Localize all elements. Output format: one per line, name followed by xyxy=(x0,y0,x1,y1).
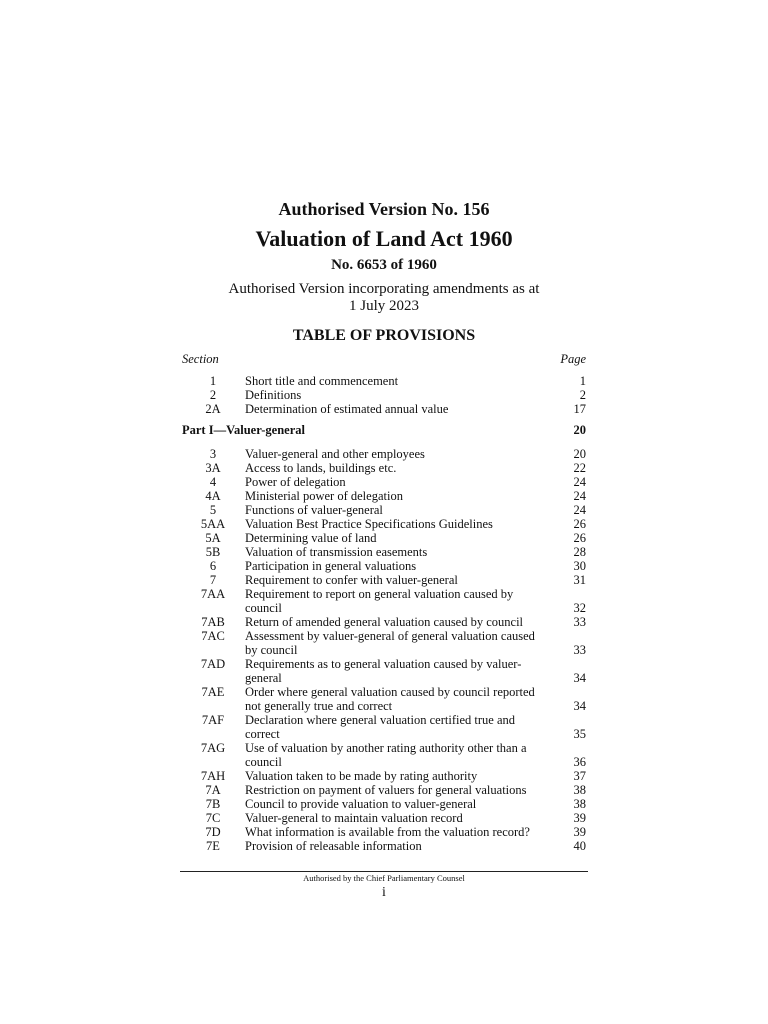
toc-page-number: 37 xyxy=(573,769,586,783)
toc-section-title: Valuation Best Practice Specifications Guidelines xyxy=(245,517,493,531)
toc-entry[interactable] xyxy=(182,797,586,811)
toc-page-number: 31 xyxy=(573,573,586,587)
act-title: Valuation of Land Act 1960 xyxy=(255,226,513,251)
footer-divider xyxy=(180,871,588,872)
subtitle-line-1: Authorised Version incorporating amendments as at xyxy=(228,281,540,297)
toc-entry[interactable] xyxy=(182,503,586,517)
toc-entry[interactable] xyxy=(182,657,586,685)
toc-entry[interactable] xyxy=(182,713,586,741)
toc-page-number: 34 xyxy=(573,699,586,713)
toc-entry[interactable] xyxy=(182,531,586,545)
toc-entry[interactable] xyxy=(182,741,586,769)
toc-section-number: 3A xyxy=(205,461,221,475)
toc-entry[interactable] xyxy=(182,685,586,713)
toc-section-title: Access to lands, buildings etc. xyxy=(245,461,397,475)
toc-entry[interactable] xyxy=(182,615,586,629)
toc-section-title: Functions of valuer-general xyxy=(245,503,383,517)
toc-section-title: Requirements as to general valuation caused by valuer-general xyxy=(245,657,522,685)
toc-section-title: Determination of estimated annual value xyxy=(245,402,449,416)
toc-section-number: 5 xyxy=(209,503,217,517)
toc-page-number: 20 xyxy=(573,447,586,461)
act-number: No. 6653 of 1960 xyxy=(331,257,437,273)
toc-section-number: 7 xyxy=(209,573,217,587)
toc-section-number: 7AE xyxy=(201,685,225,699)
toc-page-number: 32 xyxy=(573,601,586,615)
toc-section-title: Valuation of transmission easements xyxy=(245,545,428,559)
toc-page-number: 28 xyxy=(573,545,586,559)
toc-section-number: 2A xyxy=(205,402,221,416)
toc-section-title: Ministerial power of delegation xyxy=(245,489,403,503)
toc-page-number: 35 xyxy=(573,727,586,741)
toc-section-title: Short title and commencement xyxy=(245,374,399,388)
toc-page-number: 17 xyxy=(573,402,586,416)
toc-entry[interactable] xyxy=(182,475,586,489)
toc-entry[interactable] xyxy=(182,811,586,825)
toc-page-number: 26 xyxy=(573,517,586,531)
toc-page-number: 33 xyxy=(573,615,586,629)
part-page-number: 20 xyxy=(573,423,586,437)
toc-section-number: 7AD xyxy=(200,657,226,671)
toc-entry[interactable] xyxy=(182,447,586,461)
toc-section-title: Power of delegation xyxy=(245,475,346,489)
toc-section-number: 7A xyxy=(205,783,221,797)
toc-page-number: 30 xyxy=(573,559,586,573)
toc-section-title: Valuer-general to maintain valuation record xyxy=(245,811,463,825)
toc-page-number: 24 xyxy=(573,475,586,489)
toc-entry[interactable] xyxy=(182,839,586,853)
toc-section-title: Declaration where general valuation certified true and correct xyxy=(245,713,516,741)
version-heading: Authorised Version No. 156 xyxy=(278,199,490,219)
toc-entry[interactable] xyxy=(182,545,586,559)
toc-page-number: 2 xyxy=(579,388,586,402)
toc-section-number: 2 xyxy=(209,388,217,402)
toc-section-number: 5AA xyxy=(200,517,226,531)
toc-intro-list xyxy=(182,374,586,416)
toc-section-title: Requirement to report on general valuation caused by council xyxy=(245,587,514,615)
subtitle-line-2: 1 July 2023 xyxy=(348,298,419,314)
toc-section-title: Return of amended general valuation caused by council xyxy=(245,615,524,629)
toc-page-number: 34 xyxy=(573,671,586,685)
toc-entry[interactable] xyxy=(182,559,586,573)
toc-section-number: 5A xyxy=(205,531,221,545)
toc-section-title: Valuation taken to be made by rating authority xyxy=(245,769,478,783)
toc-spacer xyxy=(182,416,586,422)
toc-page-number: 33 xyxy=(573,643,586,657)
toc-entry[interactable] xyxy=(182,402,586,416)
toc-entry[interactable] xyxy=(182,587,586,615)
toc-section-title: Valuer-general and other employees xyxy=(245,447,425,461)
toc-section-number: 7AF xyxy=(201,713,225,727)
toc-column-headers xyxy=(182,352,586,368)
toc-section-number: 4 xyxy=(209,475,217,489)
toc-section-number: 7AG xyxy=(200,741,226,755)
toc-section-number: 7E xyxy=(206,839,220,853)
toc-section-title: Determining value of land xyxy=(245,531,377,545)
toc-page-number: 40 xyxy=(573,839,586,853)
toc-entry[interactable] xyxy=(182,374,586,388)
toc-section-title: Council to provide valuation to valuer-general xyxy=(245,797,477,811)
toc-page-number: 24 xyxy=(573,489,586,503)
toc-entry[interactable] xyxy=(182,825,586,839)
toc-page-number: 39 xyxy=(573,825,586,839)
toc-section-number: 7B xyxy=(205,797,221,811)
footer-authority: Authorised by the Chief Parliamentary Counsel xyxy=(303,873,465,883)
toc-page-number: 24 xyxy=(573,503,586,517)
toc-section-title: Requirement to confer with valuer-general xyxy=(245,573,458,587)
toc-section-number: 7AH xyxy=(200,769,226,783)
toc-section-title: Participation in general valuations xyxy=(245,559,417,573)
toc-heading: TABLE OF PROVISIONS xyxy=(292,327,476,344)
toc-section-number: 6 xyxy=(209,559,217,573)
toc-page-number: 26 xyxy=(573,531,586,545)
toc-section-number: 3 xyxy=(209,447,217,461)
toc-section-title: Definitions xyxy=(245,388,302,402)
toc-section-title: Order where general valuation caused by council reported not generally true and correct xyxy=(245,685,535,713)
toc-part-heading[interactable] xyxy=(182,423,586,437)
toc-page-number: 39 xyxy=(573,811,586,825)
table-of-provisions xyxy=(182,374,586,853)
toc-section-number: 7AC xyxy=(201,629,225,643)
toc-page-number: 22 xyxy=(573,461,586,475)
toc-entry[interactable] xyxy=(182,769,586,783)
toc-section-title: Assessment by valuer-general of general valuation caused by council xyxy=(245,629,535,657)
toc-section-number: 7C xyxy=(205,811,221,825)
toc-part1-list xyxy=(182,447,586,853)
toc-entry[interactable] xyxy=(182,629,586,657)
toc-page-number: 36 xyxy=(573,755,586,769)
version-subtitle xyxy=(0,281,768,315)
toc-entry[interactable] xyxy=(182,517,586,531)
toc-section-number: 1 xyxy=(209,374,217,388)
section-column-header: Section xyxy=(182,352,219,366)
toc-section-number: 7D xyxy=(205,825,221,839)
page-column-header: Page xyxy=(560,352,586,366)
toc-page-number: 38 xyxy=(573,797,586,811)
toc-section-number: 4A xyxy=(205,489,221,503)
toc-entry[interactable] xyxy=(182,388,586,402)
toc-entry[interactable] xyxy=(182,783,586,797)
part-title: Part I—Valuer-general xyxy=(182,423,306,437)
toc-entry[interactable] xyxy=(182,573,586,587)
toc-section-number: 5B xyxy=(205,545,221,559)
toc-entry[interactable] xyxy=(182,461,586,475)
toc-section-title: What information is available from the valuation record? xyxy=(245,825,530,839)
toc-section-title: Provision of releasable information xyxy=(245,839,422,853)
toc-section-number: 7AB xyxy=(201,615,225,629)
toc-section-title: Use of valuation by another rating authority other than a council xyxy=(245,741,527,769)
toc-page-number: 38 xyxy=(573,783,586,797)
toc-section-number: 7AA xyxy=(200,587,226,601)
toc-entry[interactable] xyxy=(182,489,586,503)
footer-page-number: i xyxy=(382,885,386,900)
toc-page-number: 1 xyxy=(579,374,586,388)
toc-section-title: Restriction on payment of valuers for general valuations xyxy=(245,783,527,797)
